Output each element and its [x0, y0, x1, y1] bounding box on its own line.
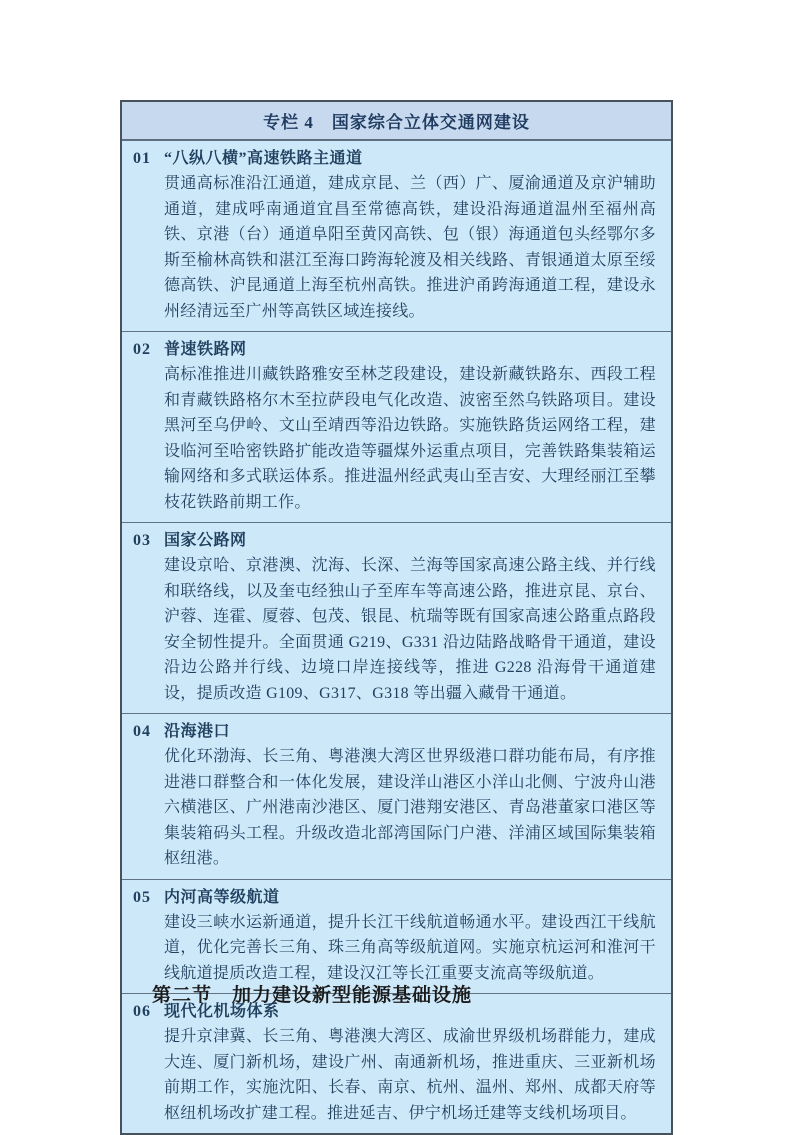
section-03 — [122, 522, 671, 713]
section-body: 优化环渤海、长三角、粤港澳大湾区世界级港口群功能布局，有序推进港口群整合和一体化发展，建设洋山港区小洋山北侧、宁波舟山港六横港区、广州港南沙港区、厦门港翔安港区、青岛港董家口港区等集装箱码头工程。升级改造北部湾国际门户港、洋浦区域国际集装箱枢纽港。 — [164, 748, 656, 867]
section-body: 高标准推进川藏铁路雅安至林芝段建设，建设新藏铁路东、西段工程和青藏铁路格尔木至拉萨段电气化改造、波密至然乌铁路项目。建设黑河至乌伊岭、文山至靖西等沿边铁路。实施铁路货运网络工程，建设临河至哈密铁路扩能改造等疆煤外运重点项目，完善铁路集装箱运输网络和多式联运体系。推进温州经武夷山至吉安、大理经丽江至攀枝花铁路前期工作。 — [164, 366, 656, 511]
section-05 — [122, 879, 671, 994]
section-body: 建设三峡水运新通道，提升长江干线航道畅通水平。建设西江干线航道，优化完善长三角、珠三角高等级航道网。实施京杭运河和淮河干线航道提质改造工程，建设汉江等长江重要支流高等级航道。 — [164, 913, 656, 982]
infobox-header — [122, 102, 671, 141]
infobox-title: 专栏 4 国家综合立体交通网建设 — [263, 113, 530, 132]
section-04 — [122, 713, 671, 879]
section-title: 国家公路网 — [164, 532, 247, 549]
section-title: 现代化机场体系 — [164, 1003, 280, 1020]
section-heading-row — [122, 719, 671, 744]
section-title: 普速铁路网 — [164, 341, 247, 358]
section-06 — [122, 993, 671, 1133]
section-number: 05 — [133, 888, 151, 906]
section-02 — [122, 331, 671, 522]
section-number: 06 — [133, 1003, 151, 1020]
section-number: 03 — [133, 532, 151, 549]
section-body: 提升京津冀、长三角、粤港澳大湾区、成渝世界级机场群能力，建成大连、厦门新机场，建设广州、南通新机场，推进重庆、三亚新机场前期工作，实施沈阳、长春、南京、杭州、温州、郑州、成都天府等枢纽机场改扩建工程。推进延吉、伊宁机场迁建等支线机场项目。 — [164, 1028, 656, 1122]
section-body: 贯通高标准沿江通道，建成京昆、兰（西）广、厦渝通道及京沪辅助通道，建成呼南通道宜昌至常德高铁，建设沿海通道温州至福州高铁、京港（台）通道阜阳至黄冈高铁、包（银）海通道包头经鄂尔多斯至榆林高铁和湛江至海口跨海轮渡及相关线路、青银通道太原至绥德高铁、沪昆通道上海至杭州高铁。推进沪甬跨海通道工程，建设永州经清远至广州等高铁区域连接线。 — [164, 175, 656, 320]
section-number: 01 — [133, 150, 151, 167]
section-number: 04 — [133, 723, 151, 740]
section-title: 内河高等级航道 — [164, 888, 280, 906]
next-section-heading: 第二节 加力建设新型能源基础设施 — [152, 985, 473, 1006]
section-heading-row — [122, 146, 671, 171]
section-01 — [122, 141, 671, 331]
section-title: 沿海港口 — [164, 723, 231, 740]
section-heading-row — [122, 885, 671, 910]
section-heading-row — [122, 528, 671, 553]
section-number: 02 — [133, 341, 151, 358]
section-title: “八纵八横”高速铁路主通道 — [164, 150, 363, 167]
section-heading-row — [122, 337, 671, 362]
section-body: 建设京哈、京港澳、沈海、长深、兰海等国家高速公路主线、并行线和联络线，以及奎屯经独山子至库车等高速公路，推进京昆、京台、沪蓉、连霍、厦蓉、包茂、银昆、杭瑞等既有国家高速公路重点路段安全韧性提升。全面贯通 G219、G331 沿边陆路战略骨干通道，建设沿边公路并行线、边境口岸连接线等，推进 G228 沿海骨干通道建设，提质改造 G109、G317、G318 等出疆入藏骨干通道。 — [164, 557, 656, 702]
